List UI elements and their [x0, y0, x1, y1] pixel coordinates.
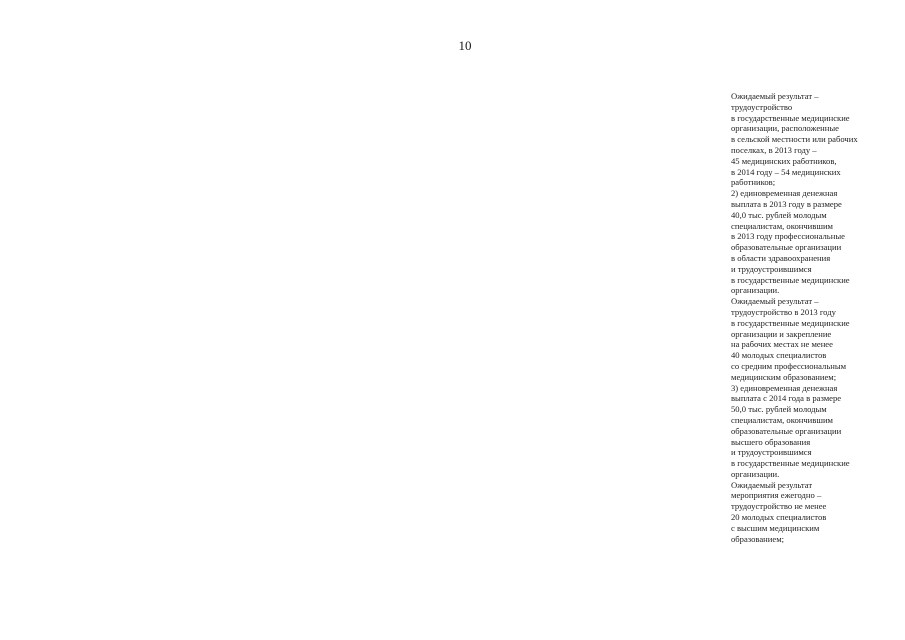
text-line: специалистам, окончившим — [731, 220, 833, 231]
text-line: медицинским образованием; — [731, 371, 837, 382]
text-line: 45 медицинских работников, — [731, 155, 837, 166]
text-line: трудоустройство — [731, 101, 793, 112]
text-line: образовательные организации — [731, 242, 842, 253]
text-line: Ожидаемый результат – — [731, 91, 819, 101]
text-line: организации. — [731, 468, 780, 479]
text-line: в области здравоохранения — [731, 252, 831, 263]
text-line: в 2014 году – 54 медицинских — [731, 166, 841, 177]
text-line: в 2013 году профессиональные — [731, 231, 845, 242]
text-line: поселках, в 2013 году – — [731, 144, 817, 155]
text-line: 3) единовременная денежная — [731, 382, 838, 393]
text-line: на рабочих местах не менее — [731, 339, 833, 350]
text-line: в государственные медицинские — [731, 274, 850, 285]
text-line: в сельской местности или рабочих — [731, 134, 858, 145]
text-line: Ожидаемый результат – — [731, 296, 819, 307]
text-line: трудоустройство не менее — [731, 501, 827, 512]
text-line: выплата с 2014 года в размере — [731, 393, 842, 404]
text-line: высшего образования — [731, 436, 811, 447]
text-line: мероприятия ежегодно – — [731, 490, 822, 501]
text-line: 40 молодых специалистов — [731, 350, 827, 361]
text-line: с высшим медицинским — [731, 522, 820, 533]
text-line: 50,0 тыс. рублей молодым — [731, 404, 827, 415]
text-line: организации, расположенные — [731, 123, 839, 134]
text-line: выплата в 2013 году в размере — [731, 198, 842, 209]
text-line: в государственные медицинские — [731, 458, 850, 469]
text-line: Ожидаемый результат — [731, 479, 813, 490]
text-line: в государственные медицинские — [731, 112, 850, 123]
text-line: 40,0 тыс. рублей молодым — [731, 209, 827, 220]
text-column — [731, 91, 901, 544]
text-line: со средним профессиональным — [731, 360, 847, 371]
text-line: 2) единовременная денежная — [731, 188, 838, 199]
text-line: 20 молодых специалистов — [731, 512, 827, 523]
text-line: организации. — [731, 285, 780, 296]
text-line: образованием; — [731, 533, 785, 544]
text-line: работников; — [731, 177, 776, 188]
text-line: организации и закрепление — [731, 328, 832, 339]
text-line: образовательные организации — [731, 425, 842, 436]
text-line: и трудоустроившимся — [731, 447, 812, 458]
text-line: специалистам, окончившим — [731, 414, 833, 425]
text-line: и трудоустроившимся — [731, 263, 812, 274]
page-number: 10 — [458, 38, 472, 53]
text-line: трудоустройство в 2013 году — [731, 306, 836, 317]
text-line: в государственные медицинские — [731, 317, 850, 328]
